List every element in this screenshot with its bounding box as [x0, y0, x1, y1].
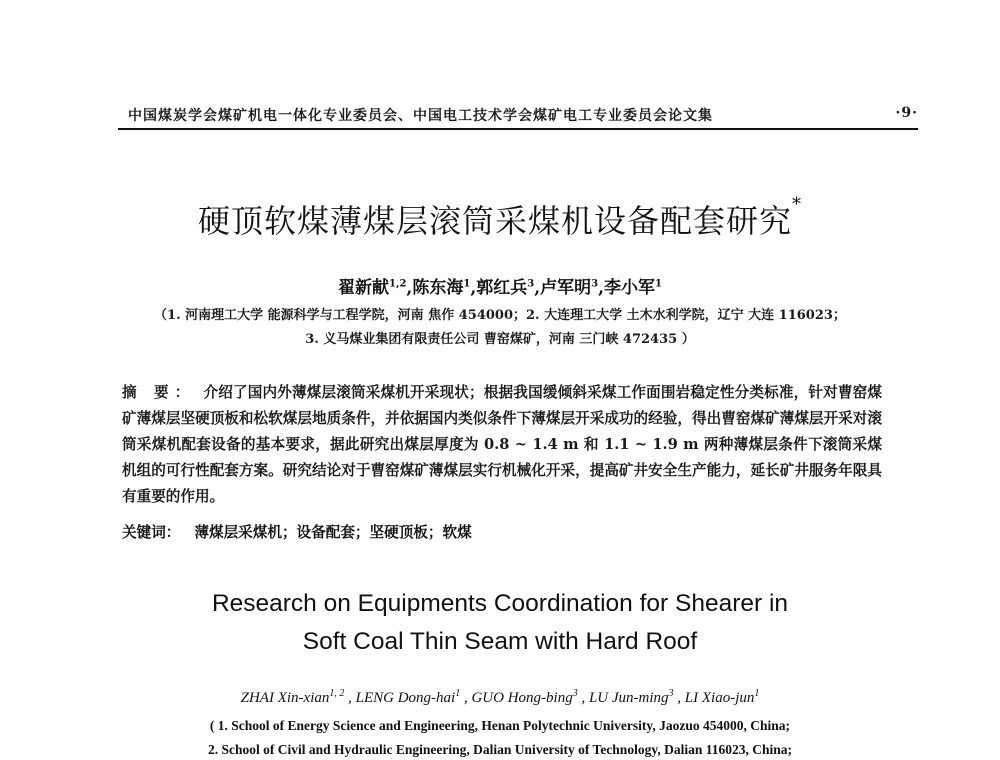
author-cn: 李小军$^1$ — [604, 278, 662, 298]
author-cn: 翟新献$^{1,2}$, — [338, 278, 413, 298]
running-header — [128, 105, 918, 125]
paper-title-en-line-2: Soft Coal Thin Seam with Hard Roof — [302, 628, 698, 655]
keywords-cn — [122, 521, 882, 542]
author-cn: 陈东海$^1$, — [412, 278, 477, 298]
affiliation-cn-line-1: （1. 河南理工大学 能源科学与工程学院，河南 焦作 454000；2. 大连理工大学 土木水利学院，辽宁 大连 116023； — [154, 308, 846, 323]
paper-title-cn-text: 硬顶软煤薄煤层滚筒采煤机设备配套研究 — [197, 202, 792, 240]
keywords-text: 薄煤层采煤机；设备配套；坚硬顶板；软煤 — [194, 524, 472, 541]
author-en: LU Jun-ming$^3$ , — [588, 688, 685, 706]
author-en: LENG Dong-hai$^1$ , — [355, 688, 472, 706]
paper-title-en — [0, 585, 1000, 661]
author-cn: 卢军明$^3$, — [540, 278, 605, 298]
paper-title-en-line-1: Research on Equipments Coordination for Shearer in — [211, 590, 789, 617]
author-list-en — [0, 688, 1000, 707]
author-en: ZHAI Xin-xian$^{1, 2}$ , — [240, 688, 356, 706]
abstract-label: 摘 要： — [122, 384, 196, 401]
page-number: ·9· — [895, 105, 918, 121]
author-en: LI Xiao-jun$^1$ — [684, 688, 760, 706]
abstract-text: 介绍了国内外薄煤层滚筒采煤机开采现状；根据我国缓倾斜采煤工作面围岩稳定性分类标准，针对曹窑煤矿薄煤层坚硬顶板和松软煤层地质条件，并依据国内类似条件下薄煤层开采成功的经验，得出曹窑煤矿薄煤层开采对滚筒采煤机配套设备的基本要求，据此研究出煤层厚度为 0.8 ~ 1.4 m 和 1.1 ~ 1.9 m 两种薄煤层条件下滚筒采煤机组的可行性配套方案。研究结论对于曹窑煤矿薄煤层实行机械化开采，提高矿井安全生产能力，延长矿井服务年限具有重要的作用。 — [122, 384, 882, 505]
affiliation-cn-line-2: 3. 义马煤业集团有限责任公司 曹窑煤矿，河南 三门峡 472435 ） — [305, 332, 695, 347]
author-list-cn — [0, 273, 1000, 298]
header-rule — [118, 128, 918, 130]
author-cn: 郭红兵$^3$, — [476, 278, 541, 298]
author-en: GUO Hong-bing$^3$ , — [471, 688, 589, 706]
paper-title-cn — [0, 196, 1000, 242]
abstract-cn — [122, 380, 882, 510]
affiliation-en-line-1: ( 1. School of Energy Science and Engineering, Henan Polytechnic University, Jaozuo 454000, China; — [209, 718, 791, 733]
title-footnote-marker: * — [792, 194, 802, 215]
keywords-label: 关键词： — [122, 524, 181, 541]
affiliation-en-line-2: 2. School of Civil and Hydraulic Engineering, Dalian University of Technology, Dalian 116023, China; — [208, 742, 792, 757]
running-title: 中国煤炭学会煤矿机电一体化专业委员会、中国电工技术学会煤矿电工专业委员会论文集 — [128, 108, 713, 124]
